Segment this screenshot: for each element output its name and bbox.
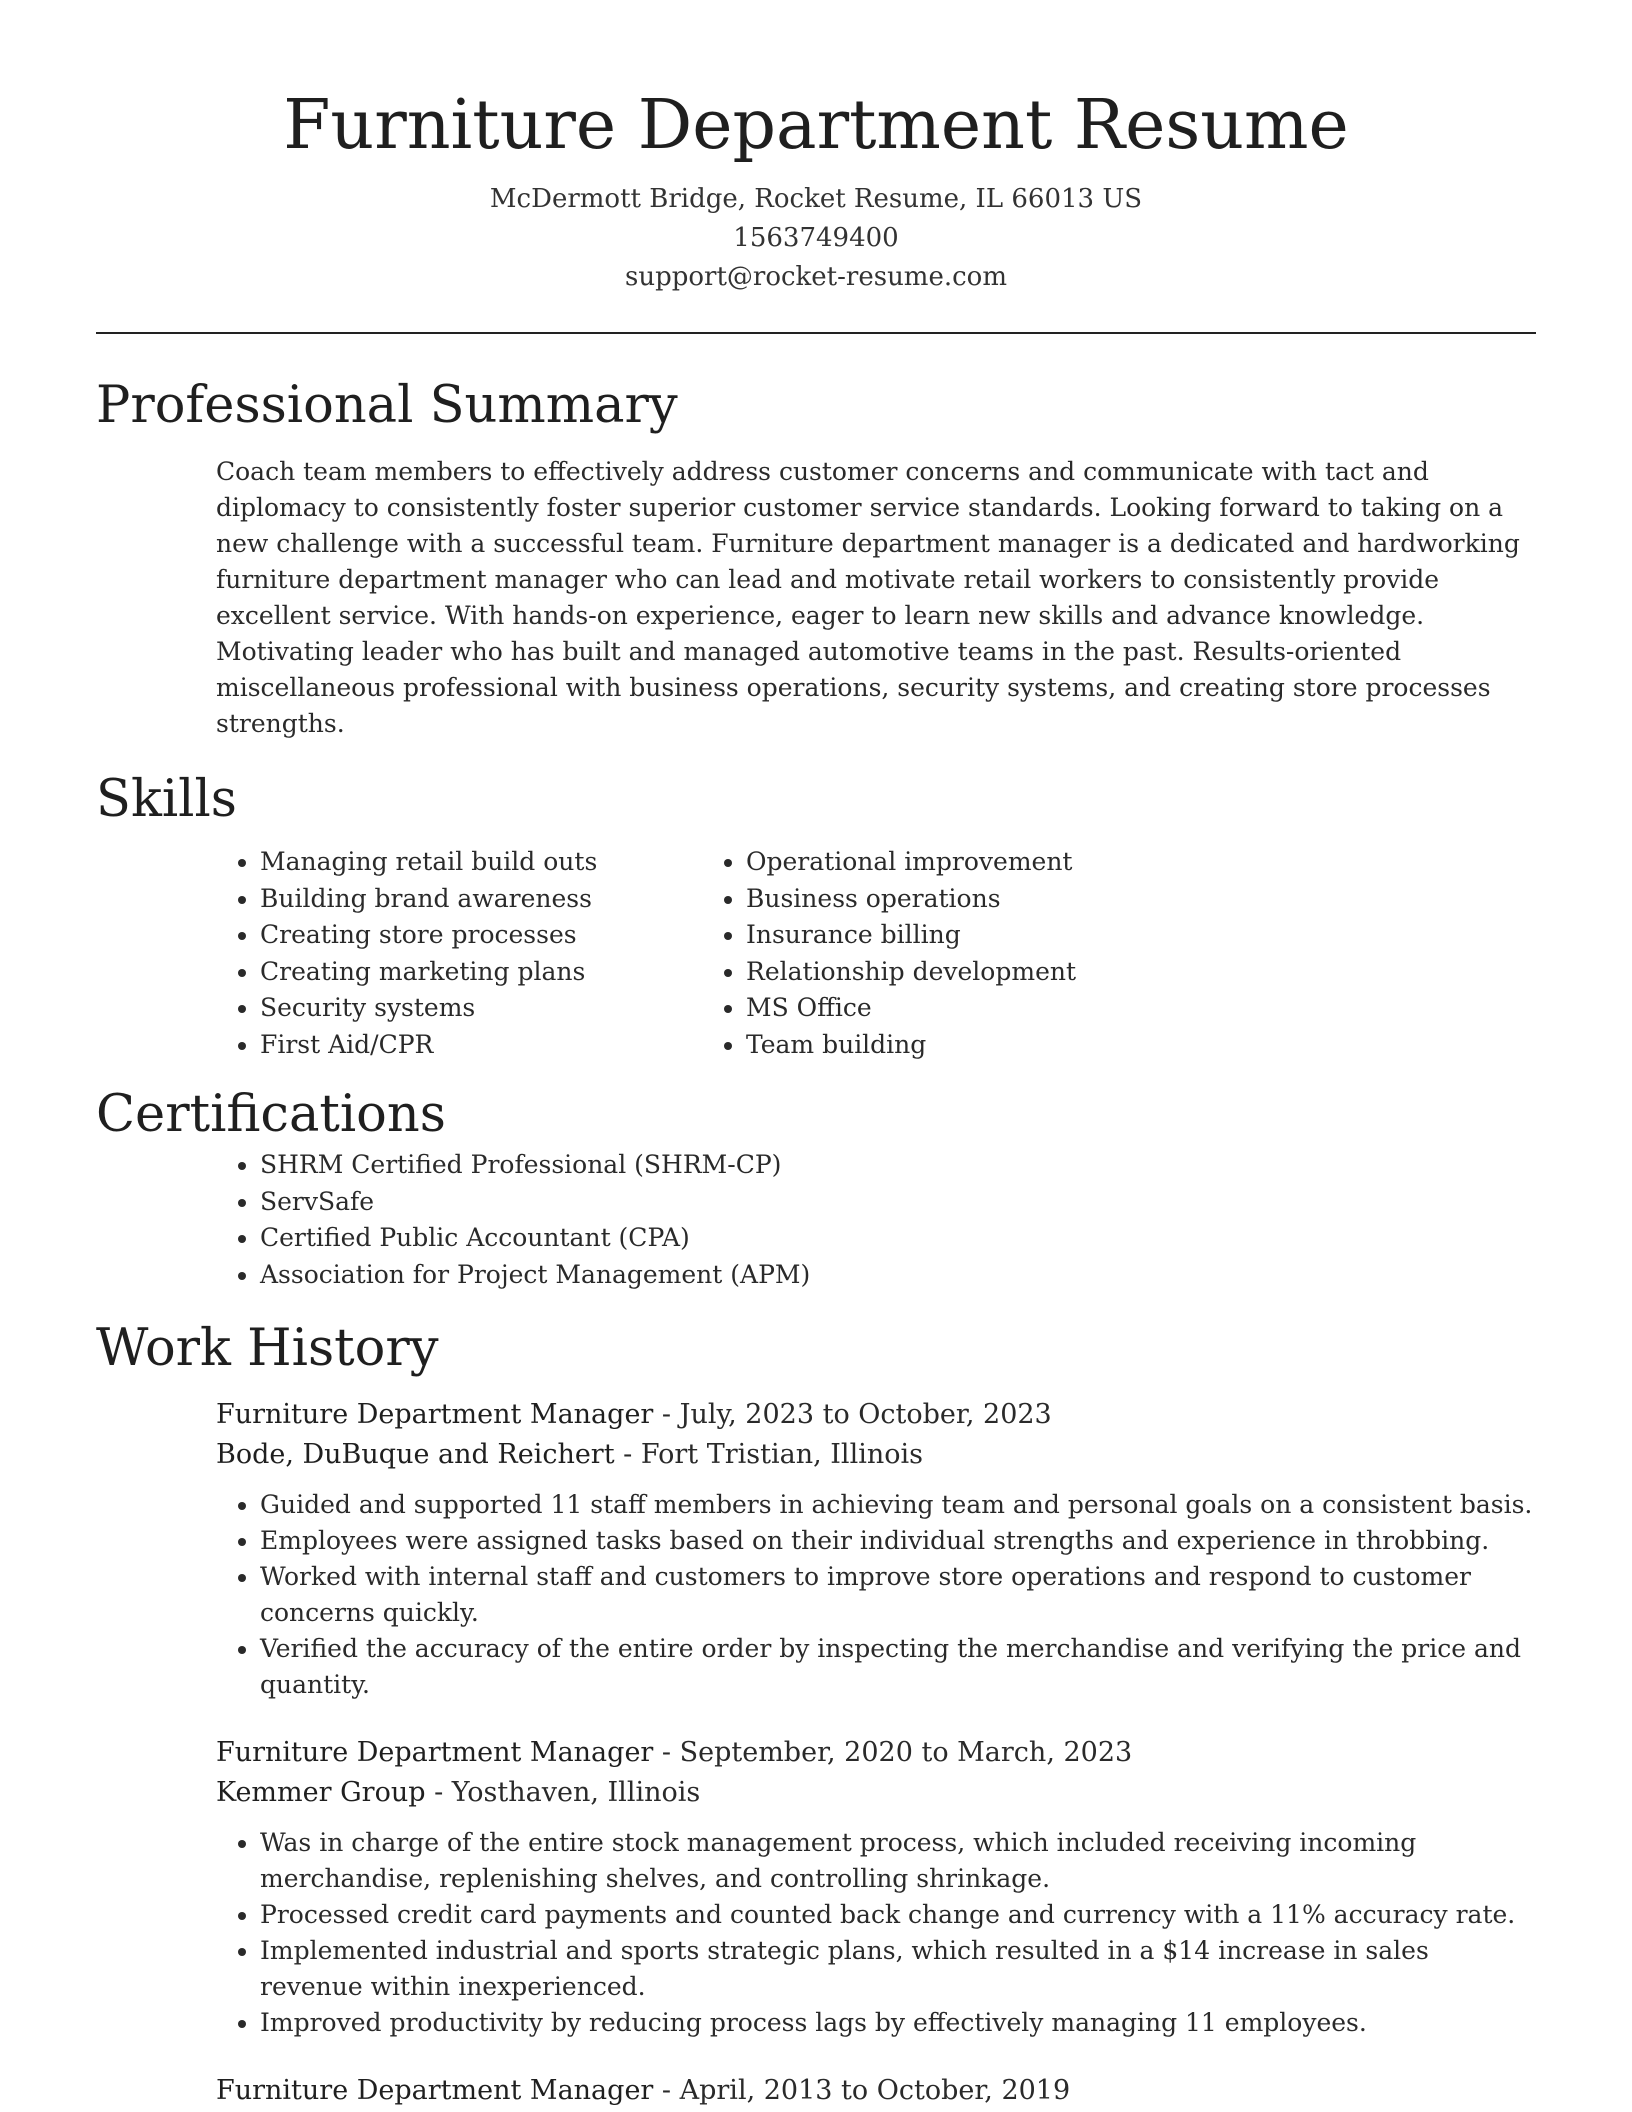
job-bullet: • Was in charge of the entire stock management process, which included receiving incoming merchandise, replenishing shelves, and controlling shrinkage. — [260, 1825, 1536, 1897]
job-bullets — [216, 1825, 1536, 2041]
job-dates: - April, 2013 to October, 2019 — [653, 2075, 1071, 2106]
job-bullets — [216, 1487, 1536, 1703]
skill-item: • MS Office — [746, 990, 1076, 1027]
certification-item: • ServSafe — [260, 1184, 1536, 1221]
job-company: Bode, DuBuque and Reichert — [216, 1439, 615, 1470]
resume-title: Furniture Department Resume — [283, 86, 1349, 165]
skill-item: • Relationship development — [746, 954, 1076, 991]
certification-item: • SHRM Certified Professional (SHRM-CP) — [260, 1147, 1536, 1184]
skill-item: • Operational improvement — [746, 844, 1076, 881]
job-bullet: • Verified the accuracy of the entire order by inspecting the merchandise and verifying the price and quantity. — [260, 1631, 1536, 1703]
address-text: McDermott Bridge, Rocket Resume, IL 66013 US — [489, 184, 1143, 214]
email-text: support@rocket-resume.com — [624, 262, 1007, 292]
job-title: Furniture Department Manager — [216, 1399, 654, 1430]
skill-item: • Security systems — [260, 990, 746, 1027]
summary-heading: Professional Summary — [96, 376, 678, 435]
job-dates: - July, 2023 to October, 2023 — [653, 1399, 1052, 1430]
job-bullet: • Employees were assigned tasks based on their individual strengths and experience in throbbing. — [260, 1523, 1536, 1559]
job-entry — [216, 1733, 1536, 2041]
skill-item: • Managing retail build outs — [260, 844, 746, 881]
job-bullet: • Implemented industrial and sports strategic plans, which resulted in a $14 increase in sales revenue within inexperienced. — [260, 1933, 1536, 2005]
skill-item: • Creating marketing plans — [260, 954, 746, 991]
header-divider — [96, 332, 1536, 334]
summary-text: Coach team members to effectively address customer concerns and communicate with tact and diplomacy to consistently foster superior customer service standards. Looking forward to taking on a new challenge with a successful team. Furniture department manager is a dedicated and hardworking furniture department manager who can lead and motivate retail workers to consistently provide excellent service. With hands-on experience, eager to learn new skills and advance knowledge. Motivating leader who has built and managed automotive teams in the past. Results-oriented miscellaneous professional with business operations, security systems, and creating store processes strengths. — [216, 457, 1520, 738]
job-location: - Yosthaven, Illinois — [425, 1777, 701, 1808]
job-title: Furniture Department Manager — [216, 2075, 654, 2106]
job-title: Furniture Department Manager — [216, 1737, 654, 1768]
job-entry — [216, 1395, 1536, 1703]
job-bullet: • Guided and supported 11 staff members in achieving team and personal goals on a consistent basis. — [260, 1487, 1536, 1523]
job-dates: - September, 2020 to March, 2023 — [653, 1737, 1133, 1768]
job-bullet: • Processed credit card payments and counted back change and currency with a 11% accuracy rate. — [260, 1897, 1536, 1933]
job-title-line — [216, 2071, 1536, 2111]
certifications-heading: Certifications — [96, 1085, 446, 1144]
certification-item: • Certified Public Accountant (CPA) — [260, 1220, 1536, 1257]
job-company: Kemmer Group — [216, 1777, 426, 1808]
skills-heading: Skills — [96, 770, 237, 829]
skills-columns — [96, 844, 1536, 1063]
skills-list-right — [582, 844, 1076, 1063]
certification-item: • Association for Project Management (APM) — [260, 1257, 1536, 1294]
skill-item: • Insurance billing — [746, 917, 1076, 954]
skill-item: • Building brand awareness — [260, 881, 746, 918]
job-bullet: • Improved productivity by reducing process lags by effectively managing 11 employees. — [260, 2005, 1536, 2041]
job-company-line — [216, 1773, 1536, 1813]
job-entry — [216, 2071, 1536, 2111]
skill-item: • First Aid/CPR — [260, 1027, 746, 1064]
contact-block — [96, 180, 1536, 297]
job-bullet: • Worked with internal staff and customers to improve store operations and respond to customer concerns quickly. — [260, 1559, 1536, 1631]
job-title-line — [216, 1733, 1536, 1773]
job-company-line — [216, 1435, 1536, 1475]
phone-text: 1563749400 — [733, 223, 899, 253]
skill-item: • Team building — [746, 1027, 1076, 1064]
resume-page — [96, 0, 1536, 2111]
certifications-list — [96, 1147, 1536, 1293]
job-title-line — [216, 1395, 1536, 1435]
skill-item: • Creating store processes — [260, 917, 746, 954]
work-history-heading: Work History — [96, 1319, 439, 1378]
skill-item: • Business operations — [746, 881, 1076, 918]
job-location: - Fort Tristian, Illinois — [614, 1439, 923, 1470]
